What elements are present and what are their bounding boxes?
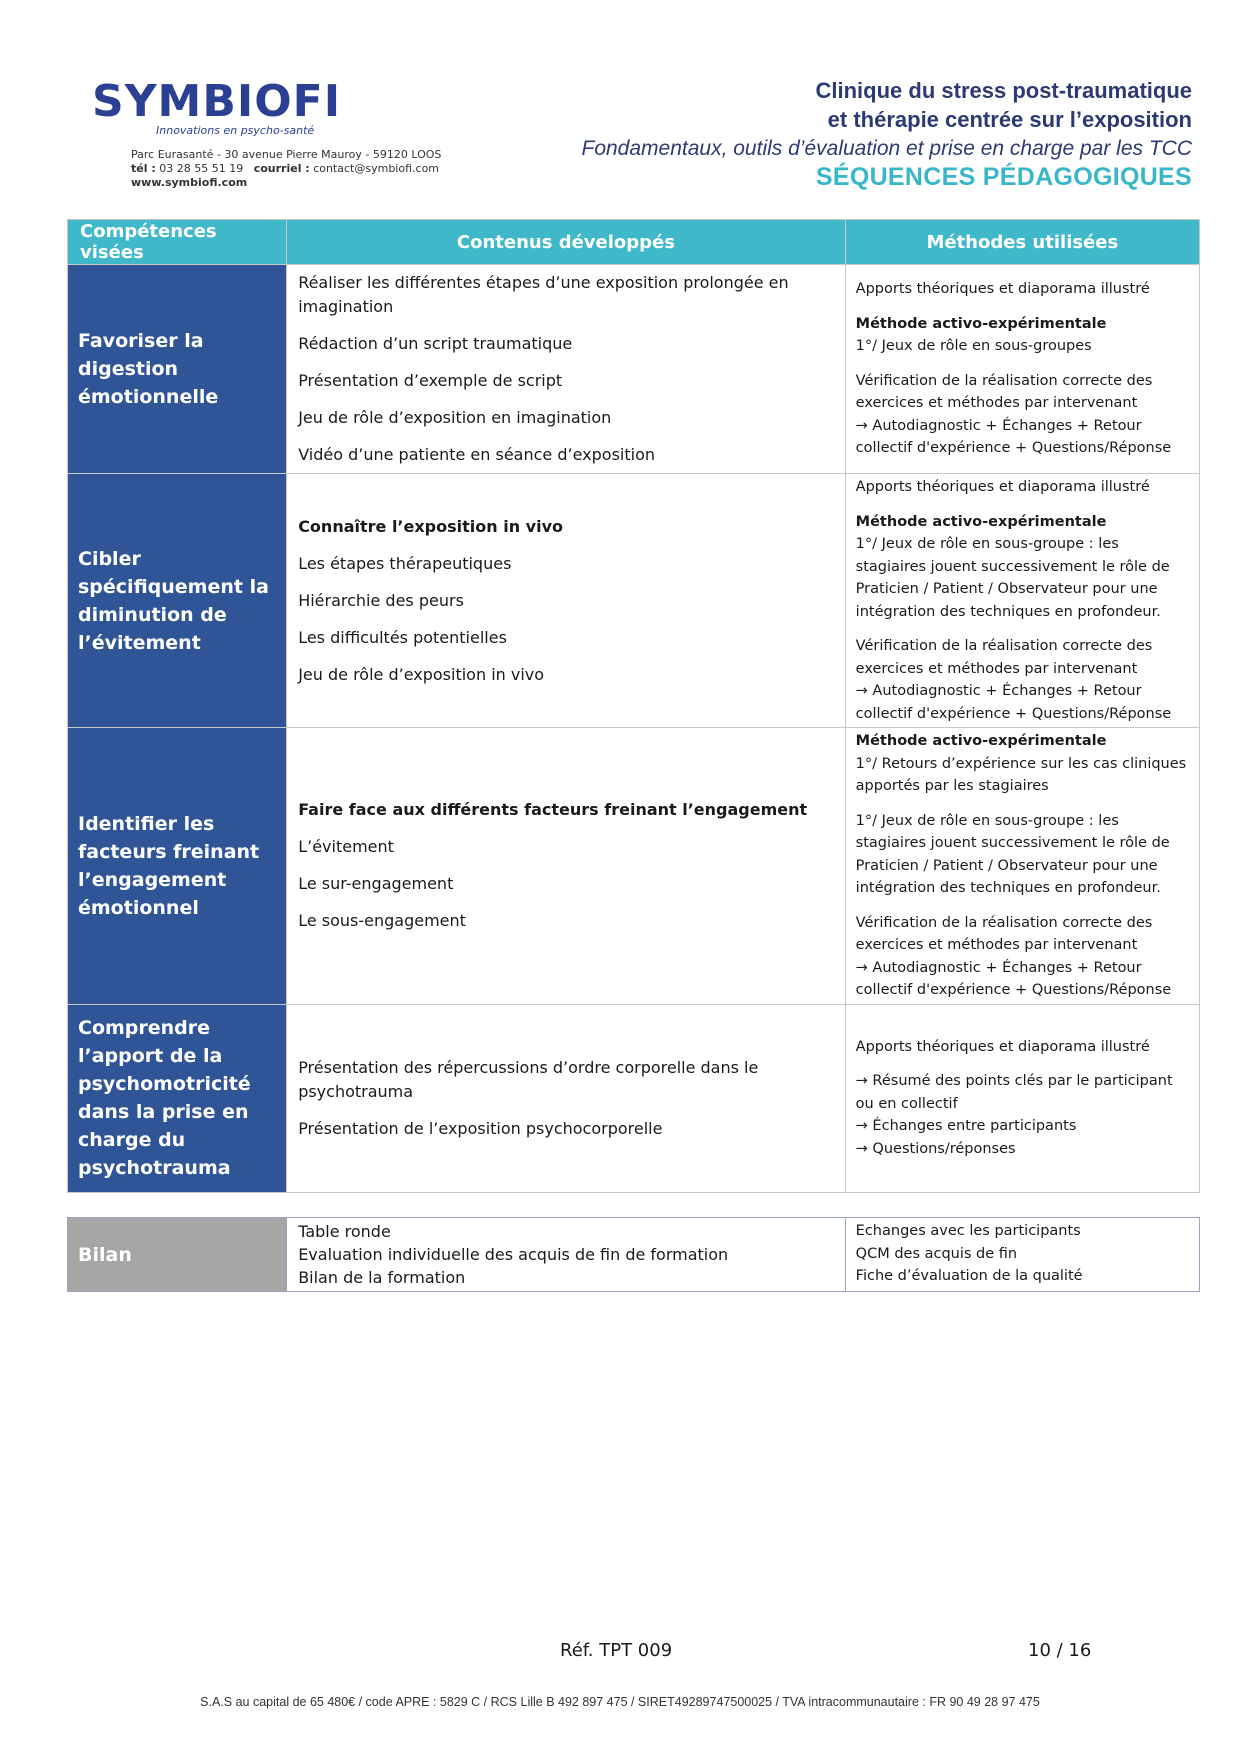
document-reference: Réf. TPT 009 <box>560 1640 673 1661</box>
content-item: Présentation des répercussions d’ordre corporelle dans le psychotrauma <box>298 1057 759 1101</box>
doc-title-line1: Clinique du stress post-traumatique <box>815 78 1192 103</box>
table-row <box>68 728 1200 1005</box>
method-item: Vérification de la réalisation correcte des exercices et méthodes par intervenant <box>855 372 1153 412</box>
method-title: Méthode activo-expérimentale <box>855 315 1107 332</box>
header-methodes: Méthodes utilisées <box>845 220 1199 265</box>
content-item: Le sur-engagement <box>298 874 454 894</box>
competence-cell: Identifier les facteurs freinant l’engagement émotionnel <box>68 728 287 1005</box>
legal-footer: S.A.S au capital de 65 480€ / code APRE : 5829 C / RCS Lille B 492 897 475 / SIRET49289747500025 / TVA intracommunautaire : FR 90 49 28 97 475 <box>200 1695 1040 1709</box>
method-block <box>856 730 1189 798</box>
method-block <box>856 313 1189 358</box>
method-title: Méthode activo-expérimentale <box>855 733 1107 749</box>
method-list-item: → Résumé des points clés par le participant ou en collectif <box>855 1073 1173 1112</box>
bilan-contents-cell <box>287 1218 845 1292</box>
method-item: 1°/ Retours d’expérience sur les cas cliniques apportés par les stagiaires <box>855 755 1187 794</box>
methods-cell <box>845 728 1199 1005</box>
bilan-label: Bilan <box>68 1218 287 1292</box>
content-item: Présentation d’exemple de script <box>298 371 563 390</box>
content-item: Jeu de rôle d’exposition in vivo <box>298 664 545 684</box>
bilan-row <box>68 1218 1200 1292</box>
bilan-content-item: Table ronde <box>298 1222 391 1241</box>
competence-cell: Cibler spécifiquement la diminution de l’évitement <box>68 474 287 728</box>
content-item: Vidéo d’une patiente en séance d’exposition <box>298 445 655 464</box>
method-block <box>856 912 1189 1002</box>
bilan-method-item: Echanges avec les participants <box>855 1223 1081 1239</box>
content-item: Les étapes thérapeutiques <box>298 553 512 573</box>
content-item: Jeu de rôle d’exposition en imagination <box>298 408 612 427</box>
bilan-method-item: QCM des acquis de fin <box>855 1245 1018 1262</box>
methods-cell <box>845 1004 1199 1192</box>
company-logo <box>92 76 342 127</box>
section-title: SÉQUENCES PÉDAGOGIQUES <box>815 163 1192 191</box>
bilan-content-item: Evaluation individuelle des acquis de fin de formation <box>298 1245 729 1264</box>
tel-label: tél : <box>131 162 156 175</box>
contents-cell <box>287 265 845 474</box>
method-item: Apports théoriques et diaporama illustré <box>855 1038 1150 1055</box>
method-block <box>856 511 1189 624</box>
method-list-item: → Questions/réponses <box>855 1140 1016 1157</box>
table-header-row <box>68 220 1200 265</box>
methods-cell <box>845 474 1199 728</box>
bilan-methods-cell <box>845 1218 1199 1292</box>
content-title: Connaître l’exposition in vivo <box>298 516 563 536</box>
doc-title-line2: et thérapie centrée sur l’exposition <box>827 107 1192 132</box>
competence-cell: Comprendre l’apport de la psychomotricité dans la prise en charge du psychotrauma <box>68 1004 287 1192</box>
bilan-content-item: Bilan de la formation <box>298 1268 466 1287</box>
content-title: Faire face aux différents facteurs freinant l’engagement <box>298 800 808 820</box>
address-line: Parc Eurasanté - 30 avenue Pierre Mauroy - 59120 LOOS <box>131 148 442 161</box>
content-item: Le sous-engagement <box>298 911 466 931</box>
method-item: Vérification de la réalisation correcte des exercices et méthodes par intervenant <box>855 914 1153 953</box>
header-competences: Compétences visées <box>68 220 287 265</box>
table-row <box>68 1004 1200 1192</box>
method-item: → Autodiagnostic + Échanges + Retour collectif d'expérience + Questions/Réponse <box>855 417 1172 457</box>
logo-tagline: Innovations en psycho-santé <box>156 124 315 137</box>
method-item: 1°/ Jeux de rôle en sous-groupes <box>855 338 1092 355</box>
method-item: → Autodiagnostic + Échanges + Retour collectif d'expérience + Questions/Réponse <box>855 959 1172 998</box>
method-title: Méthode activo-expérimentale <box>855 513 1107 530</box>
content-item: Réaliser les différentes étapes d’une exposition prolongée en imagination <box>298 273 789 316</box>
method-item: Vérification de la réalisation correcte des exercices et méthodes par intervenant <box>855 638 1153 677</box>
method-item: → Autodiagnostic + Échanges + Retour collectif d'expérience + Questions/Réponse <box>855 683 1172 722</box>
pedagogical-sequences-table <box>67 219 1200 1193</box>
contact-line <box>131 162 441 176</box>
methods-cell <box>845 265 1199 474</box>
tel-value: 03 28 55 51 19 <box>159 162 244 175</box>
bilan-method-item: Fiche d’évaluation de la qualité <box>855 1268 1083 1284</box>
contents-cell <box>287 474 845 728</box>
method-list <box>856 1070 1189 1160</box>
contents-cell <box>287 1004 845 1192</box>
content-item: Rédaction d’un script traumatique <box>298 334 573 353</box>
mail-label: courriel : <box>253 162 310 175</box>
content-item: L’évitement <box>298 837 394 857</box>
method-block <box>856 635 1189 725</box>
method-list-item: → Échanges entre participants <box>855 1118 1077 1135</box>
content-item: Hiérarchie des peurs <box>298 590 464 610</box>
content-item: Présentation de l’exposition psychocorporelle <box>298 1118 663 1138</box>
table-row <box>68 474 1200 728</box>
bilan-table <box>67 1217 1200 1292</box>
table-row <box>68 265 1200 474</box>
logo-text: SYMBIOFI <box>92 76 342 127</box>
header-contenus: Contenus développés <box>287 220 845 265</box>
competence-cell: Favoriser la digestion émotionnelle <box>68 265 287 474</box>
company-address-block <box>131 148 441 190</box>
method-item: Apports théoriques et diaporama illustré <box>855 281 1150 298</box>
doc-subtitle: Fondamentaux, outils d’évaluation et prise en charge par les TCC <box>581 137 1192 160</box>
website-link[interactable]: www.symbiofi.com <box>131 176 248 189</box>
method-block <box>856 370 1189 460</box>
method-item: 1°/ Jeux de rôle en sous-groupe : les stagiaires jouent successivement le rôle de Praticien / Patient / Observateur pour une intégration des techniques en profondeur. <box>855 812 1170 896</box>
method-item: 1°/ Jeux de rôle en sous-groupe : les stagiaires jouent successivement le rôle de Praticien / Patient / Observateur pour une intégration des techniques en profondeur. <box>855 536 1170 620</box>
page-number: 10 / 16 <box>1028 1640 1092 1661</box>
method-item: Apports théoriques et diaporama illustré <box>855 479 1150 495</box>
content-item: Les difficultés potentielles <box>298 627 507 647</box>
mail-value[interactable]: contact@symbiofi.com <box>313 162 440 175</box>
contents-cell <box>287 728 845 1005</box>
